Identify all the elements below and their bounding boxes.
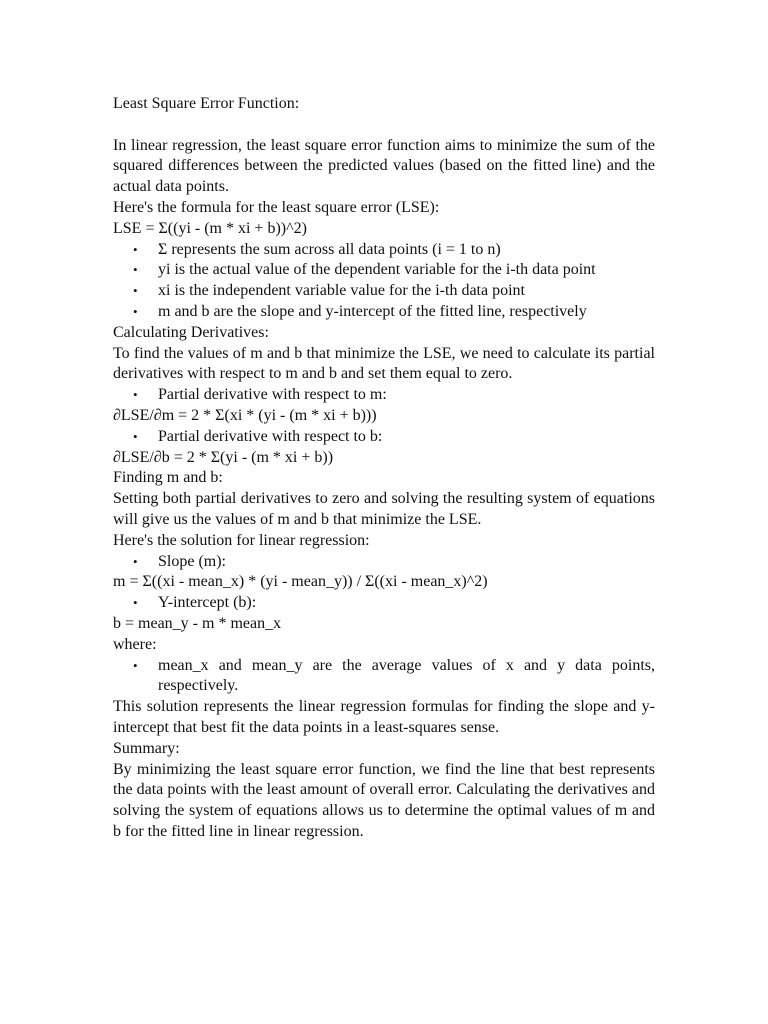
document-page [113,94,655,843]
list-item-text: mean_x and mean_y are the average values of x and y data points, respectively. [158,656,655,695]
derivatives-heading: Calculating Derivatives: [113,323,269,341]
list-item-text: Y-intercept (b): [158,594,257,612]
finding-heading: Finding m and b: [113,469,223,487]
summary-paragraph: By minimizing the least square error function, we find the line that best represents the data points with the least amount of overall error. Calculating the derivatives and solving the system of equations allows us to determine the optimal values of m and b for the fitted line in linear regression. [113,760,655,840]
partial-m-formula: ∂LSE/∂m = 2 * Σ(xi * (yi - (m * xi + b))) [113,406,377,424]
intercept-list [113,593,655,614]
partial-m-list [113,385,655,406]
list-item-text: Slope (m): [158,552,226,570]
list-item-text: yi is the actual value of the dependent variable for the i-th data point [158,261,596,279]
bullet-icon: • [133,553,138,569]
bullet-icon: • [133,657,138,673]
list-item-text: m and b are the slope and y-intercept of the fitted line, respectively [158,302,587,320]
list-item [113,427,655,448]
derivatives-intro: To find the values of m and b that minimize the LSE, we need to calculate its partial derivatives with respect to m and b and set them equal to zero. [113,344,655,383]
bullet-icon: • [133,428,138,444]
slope-list [113,552,655,573]
partial-b-list [113,427,655,448]
bullet-icon: • [133,283,138,299]
lse-formula: LSE = Σ((yi - (m * xi + b))^2) [113,219,307,237]
where-list [113,656,655,698]
intercept-formula: b = mean_y - m * mean_x [113,614,282,632]
list-item [113,552,655,573]
bullet-icon: • [133,303,138,319]
partial-b-formula: ∂LSE/∂b = 2 * Σ(yi - (m * xi + b)) [113,448,334,466]
intro-paragraph: In linear regression, the least square error function aims to minimize the sum of the squared differences between the predicted values (based on the fitted line) and the actual data points. [113,136,655,196]
slope-formula: m = Σ((xi - mean_x) * (yi - mean_y)) / Σ((xi - mean_x)^2) [113,573,488,591]
blank-line [113,115,655,136]
bullet-icon: • [133,262,138,278]
document-title: Least Square Error Function: [113,95,300,112]
list-item [113,593,655,614]
lse-definition-list [113,240,655,323]
summary-heading: Summary: [113,739,180,757]
bullet-icon: • [133,387,138,403]
bullet-icon: • [133,241,138,257]
list-item [113,656,655,698]
list-item-text: Partial derivative with respect to m: [158,386,387,404]
list-item [113,240,655,261]
list-item [113,260,655,281]
list-item [113,281,655,302]
list-item [113,302,655,323]
list-item-text: Σ represents the sum across all data points (i = 1 to n) [158,240,501,258]
formula-intro: Here's the formula for the least square error (LSE): [113,198,440,216]
list-item [113,385,655,406]
finding-paragraph: Setting both partial derivatives to zero and solving the resulting system of equations will give us the values of m and b that minimize the LSE. [113,490,655,528]
where-label: where: [113,635,157,653]
bullet-icon: • [133,595,138,611]
list-item-text: Partial derivative with respect to b: [158,427,383,445]
list-item-text: xi is the independent variable value for the i-th data point [158,282,525,300]
solution-summary: This solution represents the linear regression formulas for finding the slope and y-intercept that best fit the data points in a least-squares sense. [113,698,655,736]
solution-intro: Here's the solution for linear regression: [113,531,370,549]
